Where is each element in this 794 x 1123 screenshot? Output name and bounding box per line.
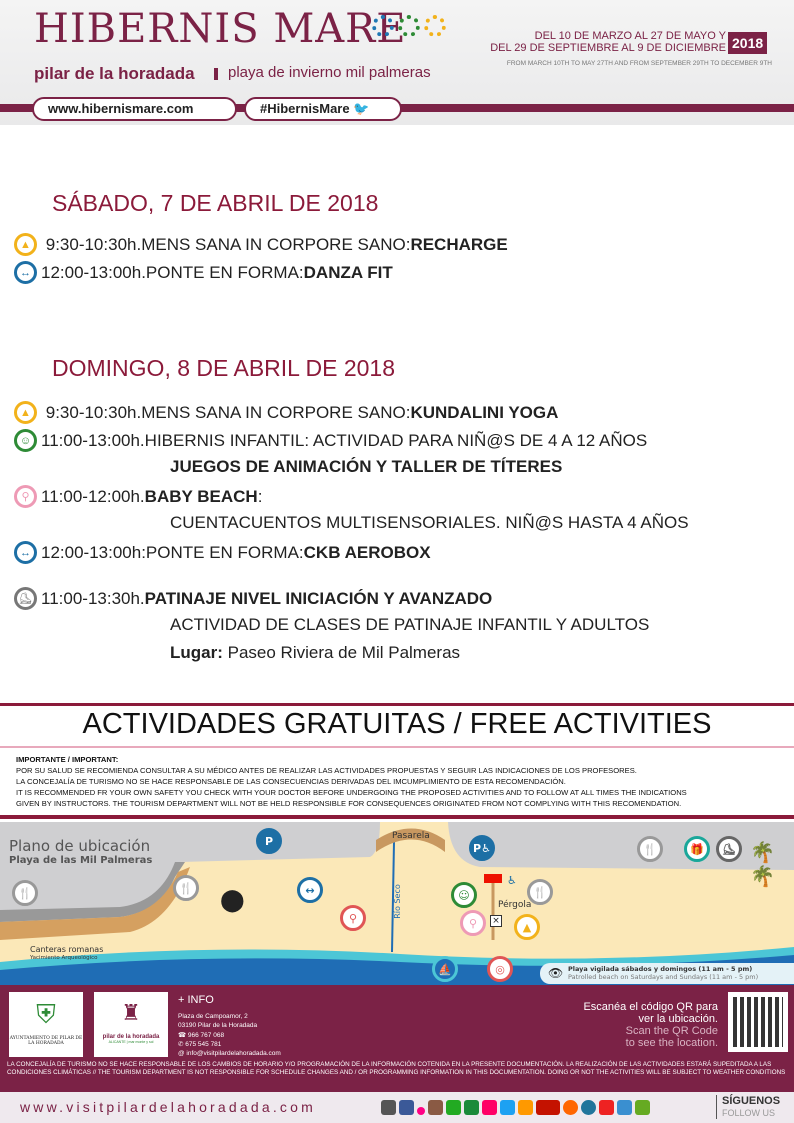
activity-name: JUEGOS DE ANIMACIÓN Y TALLER DE TÍTERES bbox=[170, 457, 563, 476]
eye-icon: 👁 bbox=[548, 966, 564, 980]
email-icon: @ bbox=[178, 1050, 187, 1058]
address-line: 03190 Pilar de la Horadada bbox=[178, 1022, 258, 1030]
qr-text-en: Scan the QR Code bbox=[625, 1025, 718, 1037]
footer-disclaimer: LA CONCEJALÍA DE TURISMO NO SE HACE RESPONSABLE DE LOS CAMBIOS DE HORARIO Y/O PROGRAMACIÓN DE LA INFORMACIÓN COTENIDA EN LA PRESENTE DOCUMENTACIÓN. LA REALIZACIÓN DE LAS ACTIVIDADES ESTARÁ SUPEDITADA A LAS CONDICIONES CLIMÁTICAS // THE TOURISM DEPARTMENT IS NOT RESPONSIBLE FOR SCHEDULE CHANGES AND / OR PROGRAMMING INFORMATION IN THIS DOCUMENTATION. DOING OR NOT THE ACTIVITIES WILL BE SUBJECT TO WEATHER CONDITIONS bbox=[7, 1061, 786, 1076]
activity-row bbox=[14, 541, 431, 564]
follow-label-en: FOLLOW US bbox=[722, 1108, 776, 1118]
activity-text: PONTE EN FORMA: bbox=[145, 262, 304, 282]
patrol-es: Playa vigilada sábados y domingos (11 am - 5 pm) bbox=[568, 965, 753, 973]
logo-text: AYUNTAMIENTO DE PILAR DE LA HORADADA bbox=[9, 1036, 83, 1046]
contact-info bbox=[178, 1012, 281, 1058]
activity-name: BABY BEACH bbox=[144, 486, 258, 506]
restaurant-icon[interactable]: 🍴 bbox=[637, 836, 663, 862]
yelp-icon[interactable] bbox=[536, 1100, 560, 1115]
facebook-icon[interactable] bbox=[399, 1100, 414, 1115]
follow-label: SÍGUENOS bbox=[722, 1095, 781, 1107]
address-line: Plaza de Campoamor, 2 bbox=[178, 1013, 248, 1020]
other-social-icon[interactable] bbox=[635, 1100, 650, 1115]
notice-title: IMPORTANTE / IMPORTANT: bbox=[16, 755, 119, 764]
important-notice bbox=[16, 754, 687, 809]
palm-tree-icon: 🌴🌴 bbox=[750, 840, 775, 888]
activity-detail: ACTIVIDAD DE CLASES DE PATINAJE INFANTIL Y ADULTOS bbox=[170, 615, 650, 634]
dates-line: DEL 29 DE SEPTIEMBRE AL 9 DE DICIEMBRE bbox=[490, 42, 726, 54]
activity-place bbox=[170, 643, 460, 663]
website-link[interactable]: www.hibernismare.com bbox=[32, 97, 237, 121]
gift-icon[interactable]: 🎁 bbox=[684, 836, 710, 862]
activity-detail: CUENTACUENTOS MULTISENSORIALES. NIÑ@S HASTA 4 AÑOS bbox=[170, 513, 689, 532]
dates-line: DEL 10 DE MARZO AL 27 DE MAYO Y bbox=[534, 30, 726, 42]
phone-row[interactable] bbox=[178, 1031, 281, 1040]
logo-subtext: ALICANTE | mar monte y sol bbox=[108, 1040, 154, 1044]
qr-text-es: ver la ubicación. bbox=[638, 1013, 718, 1025]
activity-time: 12:00-13:00h. bbox=[41, 262, 146, 282]
activity-time: 9:30-10:30h. bbox=[45, 402, 142, 422]
year-badge: 2018 bbox=[728, 32, 767, 54]
activity-row bbox=[14, 233, 508, 256]
tripadvisor-icon[interactable] bbox=[464, 1100, 479, 1115]
pacifier-icon[interactable]: ⚲ bbox=[460, 910, 486, 936]
divider bbox=[716, 1095, 717, 1119]
disabled-parking-icon[interactable]: P♿ bbox=[469, 835, 495, 861]
hashtag-link[interactable] bbox=[244, 97, 402, 121]
place-label: Lugar: bbox=[170, 643, 223, 662]
social-icons bbox=[381, 1100, 653, 1120]
foursquare-icon[interactable] bbox=[482, 1100, 497, 1115]
place-name: pilar de la horadada bbox=[34, 64, 195, 83]
logo-text: pilar de la horadada bbox=[102, 1034, 160, 1040]
info-title: + INFO bbox=[178, 994, 214, 1006]
activity-row bbox=[14, 587, 492, 610]
restaurant-icon[interactable]: 🍴 bbox=[527, 879, 553, 905]
event-title: HIBERNIS MARE bbox=[34, 6, 407, 52]
pacifier-icon: ⚲ bbox=[14, 485, 37, 508]
qr-text-es: Escanéa el código QR para bbox=[583, 1001, 718, 1013]
activity-row bbox=[14, 485, 262, 508]
meditation-icon: ▲ bbox=[14, 401, 37, 424]
dumbbell-icon: ↔ bbox=[14, 541, 37, 564]
notice-line: LA CONCEJALÍA DE TURISMO NO SE HACE RESPONSABLE DE LAS CONSECUENCIAS DERIVADAS DEL IMCUMPLIMIENTO DE ESTA RECOMENDACIÓN. bbox=[16, 777, 566, 786]
place-value: Paseo Riviera de Mil Palmeras bbox=[222, 643, 461, 662]
map-title: Plano de ubicación bbox=[9, 837, 151, 855]
whatsapp-number: 675 545 781 bbox=[185, 1040, 222, 1048]
swarm-icon[interactable] bbox=[563, 1100, 578, 1115]
tourism-logo bbox=[94, 992, 168, 1057]
qr-code[interactable] bbox=[728, 992, 788, 1052]
river-label: Río Seco bbox=[392, 884, 402, 919]
spiral-logo-icon bbox=[398, 15, 420, 37]
email-row[interactable] bbox=[178, 1049, 281, 1058]
activity-time: 9:30-10:30h. bbox=[45, 234, 142, 254]
activity-time: 11:00-12:00h. bbox=[41, 486, 145, 506]
meditation-icon[interactable]: ▲ bbox=[514, 914, 540, 940]
activity-row bbox=[14, 401, 558, 424]
notice-line: GIVEN BY INSTRUCTORS. THE TOURISM DEPARTMENT WILL NOT BE HELD RESPONSIBLE FOR CONSEQUENCES ORIGINATED FROM NOT COMPLYING WITH THIS RECOMENDATION. bbox=[16, 799, 682, 808]
location-pin-icon[interactable]: ⬤ bbox=[220, 888, 245, 913]
hashtag-text: #HibernisMare bbox=[260, 101, 350, 116]
pergola-label: Pérgola bbox=[498, 900, 532, 910]
tennis-icon[interactable]: ⚲ bbox=[340, 905, 366, 931]
youtube-icon[interactable] bbox=[599, 1100, 614, 1115]
day-heading-sunday: DOMINGO, 8 DE ABRIL DE 2018 bbox=[52, 355, 395, 381]
quarry-label: Canteras romanas bbox=[30, 945, 104, 954]
whatsapp-icon: ✆ bbox=[178, 1040, 186, 1048]
patrol-notice bbox=[540, 963, 794, 984]
restaurant-icon[interactable]: 🍴 bbox=[173, 875, 199, 901]
divider bbox=[0, 815, 794, 819]
googleplus-icon[interactable] bbox=[381, 1100, 396, 1115]
post-box-icon: × bbox=[490, 915, 502, 927]
day-heading-saturday: SÁBADO, 7 DE ABRIL DE 2018 bbox=[52, 190, 379, 216]
lifebuoy-icon[interactable]: ◎ bbox=[487, 956, 513, 982]
dates-en: FROM MARCH 10TH TO MAY 27TH AND FROM SEPTEMBER 29TH TO DECEMBER 9TH bbox=[506, 60, 772, 67]
children-icon[interactable]: ☺ bbox=[451, 882, 477, 908]
qr-text-en: to see the location. bbox=[625, 1037, 718, 1049]
town-hall-logo bbox=[9, 992, 83, 1057]
free-activities-title: ACTIVIDADES GRATUITAS / FREE ACTIVITIES bbox=[82, 708, 712, 740]
twitter-icon: 🐦 bbox=[353, 101, 370, 116]
patrol-en: Patrolled beach on Saturdays and Sundays (11 am - 5 pm) bbox=[568, 973, 759, 981]
whatsapp-row[interactable] bbox=[178, 1040, 281, 1049]
activity-row bbox=[14, 429, 647, 452]
minube-icon[interactable] bbox=[446, 1100, 461, 1115]
activity-name: DANZA FIT bbox=[303, 262, 393, 282]
wordpress-icon[interactable] bbox=[581, 1100, 596, 1115]
notice-line: POR SU SALUD SE RECOMIENDA CONSULTAR A SU MÉDICO ANTES DE REALIZAR LAS ACTIVIDADES PROPUESTAS Y SEGUIR LAS INDICACIONES DE LOS PROFESORES. bbox=[16, 766, 637, 775]
meditation-icon: ▲ bbox=[14, 233, 37, 256]
sailing-icon[interactable]: ⛵ bbox=[432, 956, 458, 982]
coat-of-arms-icon: ⛨ bbox=[36, 999, 56, 1029]
instagram-icon[interactable] bbox=[428, 1100, 443, 1115]
activity-text: PONTE EN FORMA: bbox=[145, 542, 304, 562]
activity-time: 11:00-13:00h. bbox=[41, 430, 145, 450]
separator bbox=[214, 68, 218, 80]
bottom-bar bbox=[0, 1092, 794, 1123]
activity-time: 11:00-13:30h. bbox=[41, 588, 145, 608]
map-subtitle: Playa de las Mil Palmeras bbox=[9, 855, 153, 866]
children-icon: ☺ bbox=[14, 429, 37, 452]
activity-name: CKB AEROBOX bbox=[303, 542, 431, 562]
location-map[interactable] bbox=[0, 822, 794, 985]
blog-icon[interactable] bbox=[617, 1100, 632, 1115]
footer bbox=[0, 985, 794, 1092]
11870-icon[interactable] bbox=[518, 1100, 533, 1115]
dumbbell-icon[interactable]: ↔ bbox=[297, 877, 323, 903]
parking-icon[interactable]: P bbox=[256, 828, 282, 854]
notice-line: IT IS RECOMMENDED FR YOUR OWN SAFETY YOU CHECK WITH YOUR DOCTOR BEFORE UNDERGOING THE PROPOSED ACTIVITIES AND TO FOLLOW AT ALL TIMES THE INDICATIONS bbox=[16, 788, 687, 797]
activity-detail bbox=[170, 457, 562, 477]
activity-time: 12:00-13:00h: bbox=[41, 542, 146, 562]
accessibility-icon: ♿ bbox=[507, 874, 517, 887]
tagline: playa de invierno mil palmeras bbox=[228, 64, 431, 81]
spiral-logo-icon bbox=[424, 15, 446, 37]
activity-text: MENS SANA IN CORPORE SANO: bbox=[141, 234, 411, 254]
tourism-website-link[interactable]: www.visitpilardelahoradada.com bbox=[20, 1099, 316, 1115]
divider bbox=[0, 746, 794, 748]
activity-name: KUNDALINI YOGA bbox=[410, 402, 559, 422]
email-address: info@visitpilardelahoradada.com bbox=[186, 1050, 281, 1058]
spiral-logo-icon bbox=[372, 15, 394, 37]
dates-es bbox=[490, 30, 726, 54]
activity-text: MENS SANA IN CORPORE SANO: bbox=[141, 402, 411, 422]
phone-number: 966 767 068 bbox=[187, 1031, 225, 1039]
phone-icon: ☎ bbox=[178, 1031, 188, 1039]
pasarela-label: Pasarela bbox=[392, 831, 430, 841]
dumbbell-icon: ↔ bbox=[14, 261, 37, 284]
activity-row bbox=[14, 261, 393, 284]
rollerskate-icon[interactable]: ⛸ bbox=[716, 836, 742, 862]
activity-name: RECHARGE bbox=[410, 234, 508, 254]
quarry-sublabel: Yacimiento Arqueológico bbox=[30, 955, 98, 961]
divider bbox=[0, 703, 794, 706]
tower-icon: ♜ bbox=[121, 1000, 141, 1025]
qr-pattern bbox=[733, 997, 783, 1047]
twitter-icon[interactable] bbox=[500, 1100, 515, 1115]
colon: : bbox=[257, 486, 263, 506]
restaurant-icon[interactable]: 🍴 bbox=[12, 880, 38, 906]
flickr-icon[interactable] bbox=[417, 1107, 425, 1115]
rollerskate-icon: ⛸ bbox=[14, 587, 37, 610]
activity-name: PATINAJE NIVEL INICIACIÓN Y AVANZADO bbox=[144, 588, 493, 608]
qr-caption bbox=[583, 1001, 718, 1049]
activity-text: HIBERNIS INFANTIL: ACTIVIDAD PARA NIÑ@S DE 4 A 12 AÑOS bbox=[144, 430, 648, 450]
